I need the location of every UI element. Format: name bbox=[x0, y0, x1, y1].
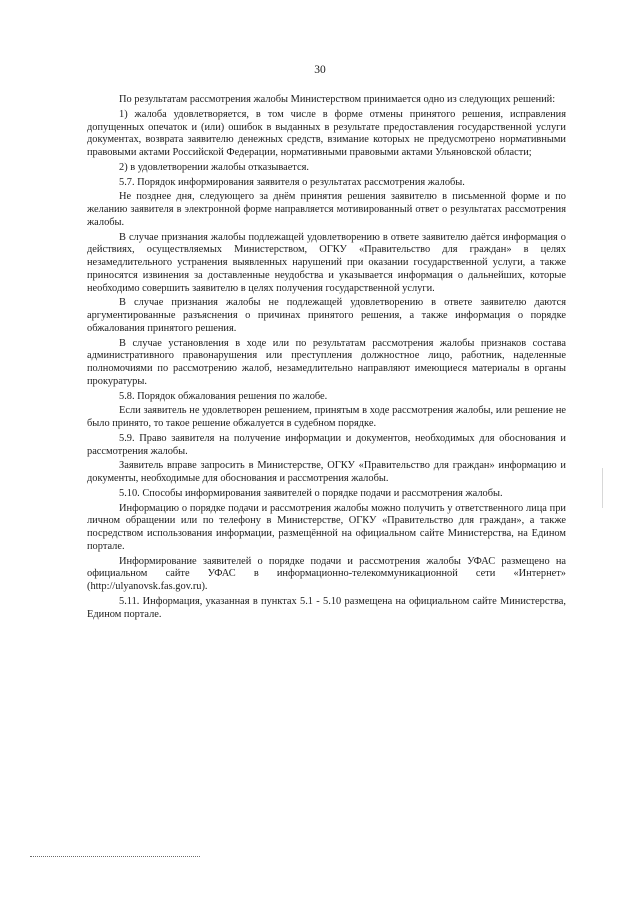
paragraph-decision-option-2: 2) в удовлетворении жалобы отказывается. bbox=[119, 161, 309, 173]
section-heading-5-8: 5.8. Порядок обжалования решения по жалобе. bbox=[119, 390, 328, 402]
paragraph-complaint-satisfied: В случае признания жалобы подлежащей удовлетворению в ответе заявителю даётся информация о действиях, осуществляемых Министерством, ОГКУ «Правительство для граждан» в целях незамедлительного устранения выявленных нарушений при оказании государственной услуги, а также приносятся извинения за доставленные неудобства и указывается информация о дальнейших, которые необходимо совершить заявителю в целях получения государственной услуги. bbox=[87, 231, 566, 294]
section-heading-5-9: 5.9. Право заявителя на получение информации и документов, необходимых для обоснования и рассмотрения жалобы. bbox=[87, 432, 566, 457]
scan-margin-mark bbox=[602, 468, 603, 508]
paragraph-violation-detected: В случае установления в ходе или по результатам рассмотрения жалобы признаков состава административного правонарушения или преступления должностное лицо, работник, наделенные полномочиями по рассмотрению жалоб, незамедлительно направляют имеющиеся материалы в органы прокуратуры. bbox=[87, 337, 566, 387]
paragraph-section-5-11: 5.11. Информация, указанная в пунктах 5.1 - 5.10 размещена на официальном сайте Министерства, Едином портале. bbox=[87, 595, 566, 620]
paragraph-ufas-information: Информирование заявителей о порядке подачи и рассмотрения жалобы УФАС размещено на официальном сайте УФАС в информационно-телекоммуникационной сети «Интернет» (http://ulyanovsk.fas.gov.ru). bbox=[87, 555, 566, 592]
paragraph-information-sources: Информацию о порядке подачи и рассмотрения жалобы можно получить у ответственного лица при личном обращении или по телефону в Министерстве, ОГКУ «Правительство для граждан», а также посредством использования информации, размещённой на официальном сайте Министерства, на Едином портале. bbox=[87, 502, 566, 552]
paragraph-complaint-rejected: В случае признания жалобы не подлежащей удовлетворению в ответе заявителю даются аргументированные разъяснения о причинах принятого решения, а также информация о порядке обжалования принятого решения. bbox=[87, 297, 566, 334]
paragraph-decision-option-1: 1) жалоба удовлетворяется, в том числе в форме отмены принятого решения, исправления допущенных опечаток и (или) ошибок в выданных в результате предоставления государственной услуги документах, возврата заявителю денежных средств, взимание которых не предусмотрено нормативными правовыми актами Российской Федерации, нормативными правовыми актами Ульяновской области; bbox=[87, 108, 566, 158]
page-number: 30 bbox=[314, 64, 326, 76]
paragraph-request-documents: Заявитель вправе запросить в Министерстве, ОГКУ «Правительство для граждан» информацию и документы, необходимые для обоснования и рассмотрения жалобы. bbox=[87, 460, 566, 484]
paragraph-court-appeal: Если заявитель не удовлетворен решением, принятым в ходе рассмотрения жалобы, или решение не было принято, то такое решение обжалуется в судебном порядке. bbox=[87, 405, 566, 429]
paragraph-decision-intro: По результатам рассмотрения жалобы Министерством принимается одно из следующих решений: bbox=[119, 94, 556, 105]
document-body bbox=[87, 94, 566, 623]
section-heading-5-10: 5.10. Способы информирования заявителей о порядке подачи и рассмотрения жалобы. bbox=[119, 487, 503, 499]
footnote-divider bbox=[30, 856, 200, 857]
section-heading-5-7: 5.7. Порядок информирования заявителя о результатах рассмотрения жалобы. bbox=[119, 176, 465, 188]
paragraph-response-deadline: Не позднее дня, следующего за днём принятия решения заявителю в письменной форме и по желанию заявителя в электронной форме направляется мотивированный ответ о результатах рассмотрения жалобы. bbox=[87, 191, 566, 228]
